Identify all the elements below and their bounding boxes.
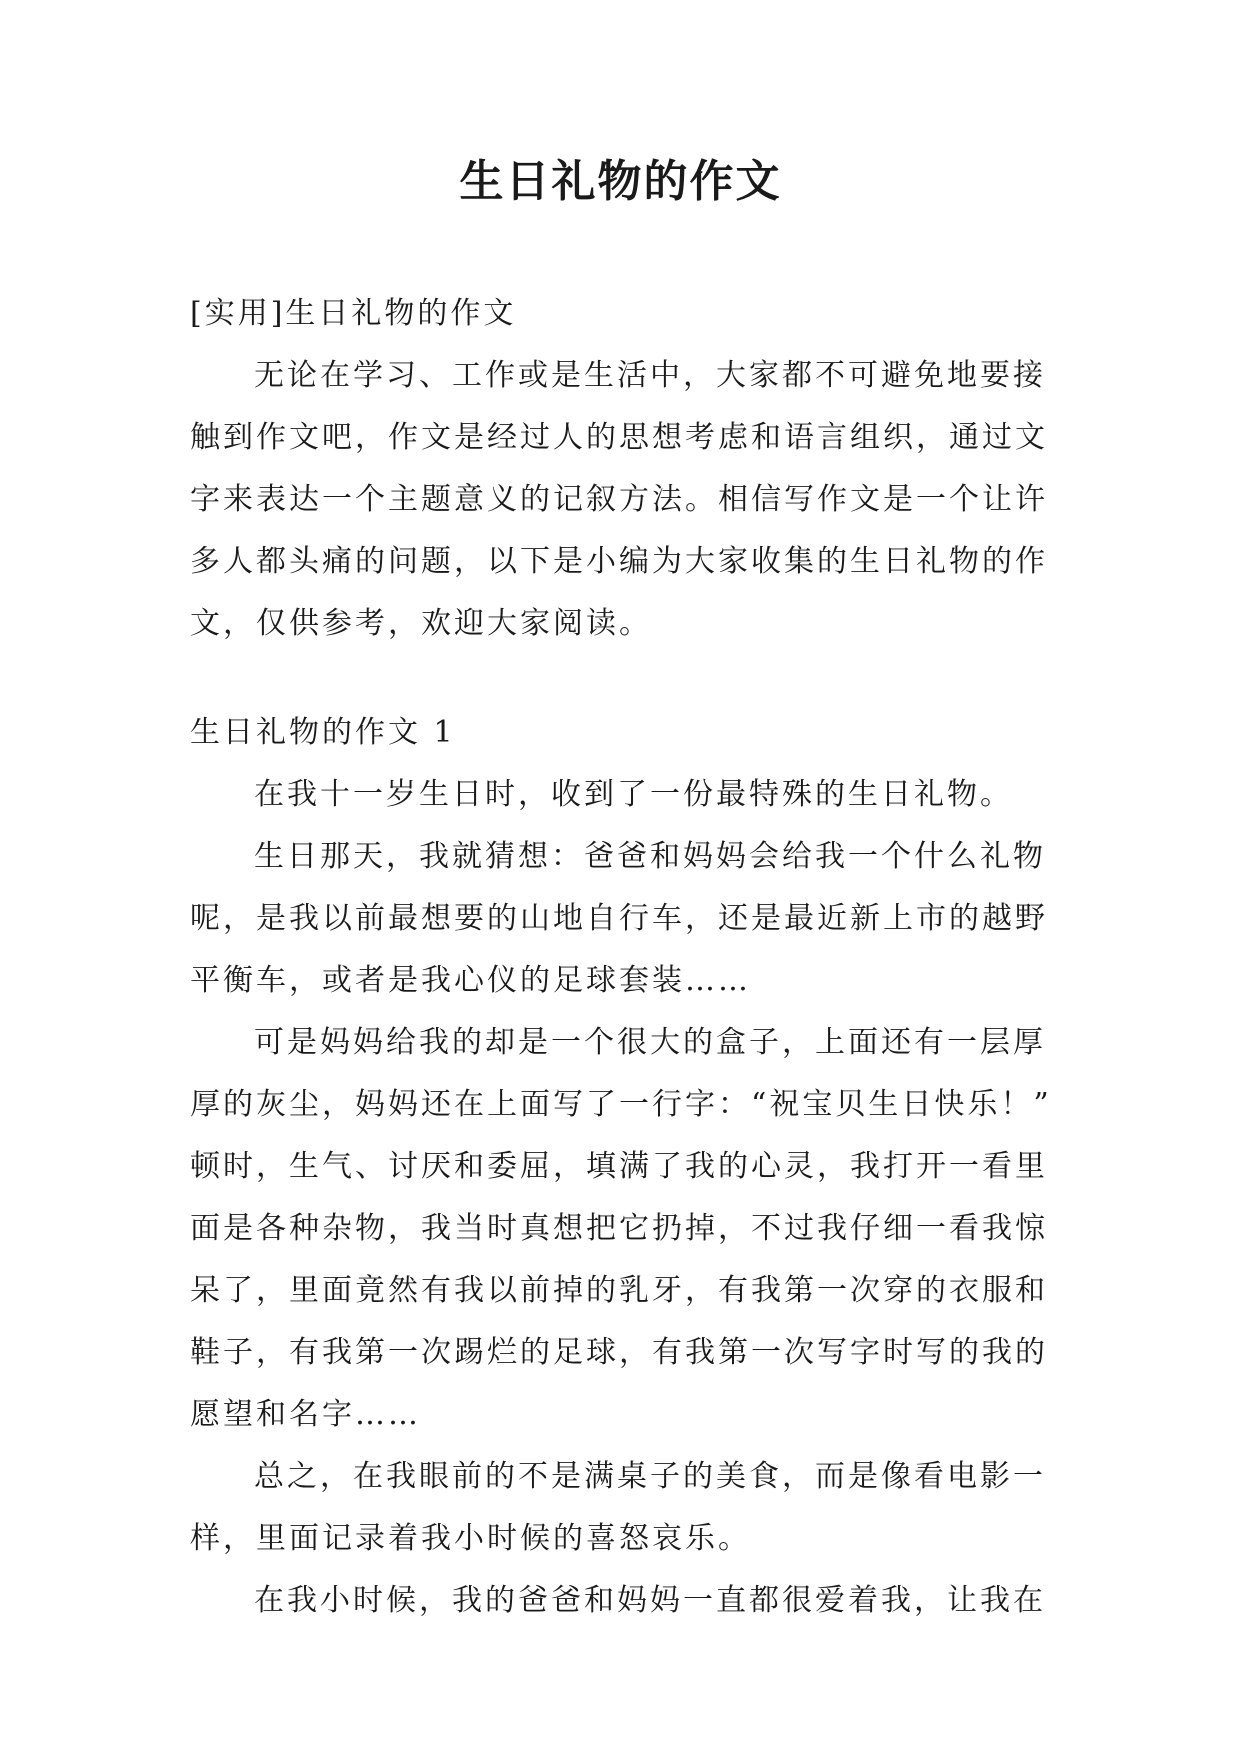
section-line: 愿望和名字…… [190, 1397, 421, 1432]
section-line: 在我小时候，我的爸爸和妈妈一直都很爱着我，让我在 [254, 1583, 1046, 1618]
intro-line: 字来表达一个主题意义的记叙方法。相信写作文是一个让许 [190, 482, 1048, 517]
section-line: 可是妈妈给我的却是一个很大的盒子，上面还有一层厚 [254, 1025, 1046, 1060]
section-line: 厚的灰尘，妈妈还在上面写了一行字：“祝宝贝生日快乐！” [190, 1087, 1052, 1122]
section-line: 平衡车，或者是我心仪的足球套装…… [190, 963, 751, 998]
intro-line: 无论在学习、工作或是生活中，大家都不可避免地要接 [254, 358, 1046, 393]
intro-line: 触到作文吧，作文是经过人的思想考虑和语言组织，通过文 [190, 420, 1048, 455]
intro-line: 多人都头痛的问题，以下是小编为大家收集的生日礼物的作 [190, 544, 1048, 579]
document-title: 生日礼物的作文 [459, 156, 782, 207]
section-line: 总之，在我眼前的不是满桌子的美食，而是像看电影一 [254, 1459, 1046, 1494]
paragraph-spacer [190, 655, 1050, 702]
intro-line: 文，仅供参考，欢迎大家阅读。 [190, 606, 652, 641]
section-line: 在我十一岁生日时，收到了一份最特殊的生日礼物。 [254, 777, 1013, 812]
section-line: 面是各种杂物，我当时真想把它扔掉，不过我仔细一看我惊 [190, 1211, 1048, 1246]
section-line: 顿时，生气、讨厌和委屈，填满了我的心灵，我打开一看里 [190, 1149, 1048, 1184]
section-line: 呢，是我以前最想要的山地自行车，还是最近新上市的越野 [190, 901, 1048, 936]
document-body [190, 283, 1050, 1632]
section-line: 呆了，里面竟然有我以前掉的乳牙，有我第一次穿的衣服和 [190, 1273, 1048, 1308]
document-subtitle: [实用]生日礼物的作文 [190, 296, 517, 331]
section-line: 鞋子，有我第一次踢烂的足球，有我第一次写字时写的我的 [190, 1335, 1048, 1370]
section-heading: 生日礼物的作文 1 [190, 715, 456, 750]
section-line: 样，里面记录着我小时候的喜怒哀乐。 [190, 1521, 751, 1556]
section-line: 生日那天，我就猜想：爸爸和妈妈会给我一个什么礼物 [254, 839, 1046, 874]
